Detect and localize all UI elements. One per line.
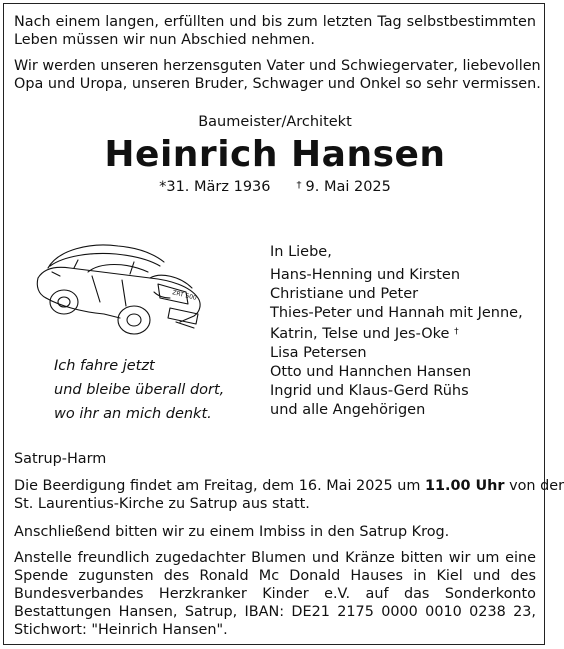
mourner-name-row — [270, 323, 523, 344]
text-line: Stichwort: "Heinrich Hansen". — [14, 622, 228, 638]
cross-icon: † — [454, 327, 459, 337]
mourners-intro: In Liebe, — [270, 244, 332, 260]
farewell-quote — [54, 354, 224, 426]
mourner-name: Lisa Petersen — [270, 345, 367, 361]
text-line: Opa und Uropa, unseren Bruder, Schwager und Onkel so sehr vermissen. — [14, 76, 541, 92]
funeral-text: von der — [504, 478, 564, 494]
deceased-name: Heinrich Hansen — [104, 134, 446, 175]
text-line: Bundesverbandes Herzkranker Kinder e.V. auf das Sonderkonto — [14, 586, 536, 602]
mourner-name: Hans-Henning und Kirsten — [270, 267, 461, 283]
license-plate: ZRT 500 — [171, 289, 198, 302]
quote-line: Ich fahre jetzt — [54, 358, 155, 374]
text-line: St. Laurentius-Kirche zu Satrup aus statt. — [14, 496, 310, 512]
quote-line: wo ihr an mich denkt. — [54, 406, 212, 422]
text-line: Nach einem langen, erfüllten und bis zum letzten Tag selbstbestimmten — [14, 14, 536, 30]
mourner-name: Otto und Hannchen Hansen — [270, 364, 472, 380]
mourner-name: Christiane und Peter — [270, 286, 419, 302]
mourners-list — [270, 243, 523, 420]
profession: Baumeister/Architekt — [198, 114, 352, 130]
funeral-time: 11.00 Uhr — [424, 478, 505, 494]
text-line: Spende zugunsten des Ronald Mc Donald Hauses in Kiel und des — [14, 568, 536, 584]
mourner-name: Thies-Peter und Hannah mit Jenne, — [270, 305, 523, 321]
birth-date: *31. März 1936 — [159, 179, 271, 195]
life-dates — [0, 179, 550, 195]
text-line: Bestattungen Hansen, Satrup, IBAN: DE21 2175 0000 0010 0238 23, — [14, 604, 536, 620]
text-line — [14, 477, 564, 495]
cross-icon: † — [296, 180, 302, 191]
beetle-convertible-illustration — [30, 232, 210, 344]
reception-paragraph — [14, 523, 536, 541]
death-date: 9. Mai 2025 — [305, 179, 391, 195]
mourner-name: Katrin, Telse und Jes-Oke — [270, 326, 450, 342]
opening-paragraph-2 — [14, 57, 541, 93]
funeral-text: Die Beerdigung findet am Freitag, dem 16. Mai 2025 um — [14, 478, 425, 494]
place: Satrup-Harm — [14, 451, 107, 467]
text-line: Wir werden unseren herzensguten Vater und Schwiegervater, liebevollen — [14, 58, 541, 74]
opening-paragraph-1 — [14, 13, 536, 49]
text-line: Anstelle freundlich zugedachter Blumen und Kränze bitten wir um eine — [14, 550, 536, 566]
funeral-paragraph — [14, 477, 564, 513]
mourner-name: Ingrid und Klaus-Gerd Rühs — [270, 383, 469, 399]
text-line: Anschließend bitten wir zu einem Imbiss in den Satrup Krog. — [14, 524, 450, 540]
quote-line: und bleibe überall dort, — [54, 382, 225, 398]
text-line: Leben müssen wir nun Abschied nehmen. — [14, 32, 315, 48]
mourner-name: und alle Angehörigen — [270, 402, 426, 418]
donation-paragraph — [14, 549, 536, 639]
